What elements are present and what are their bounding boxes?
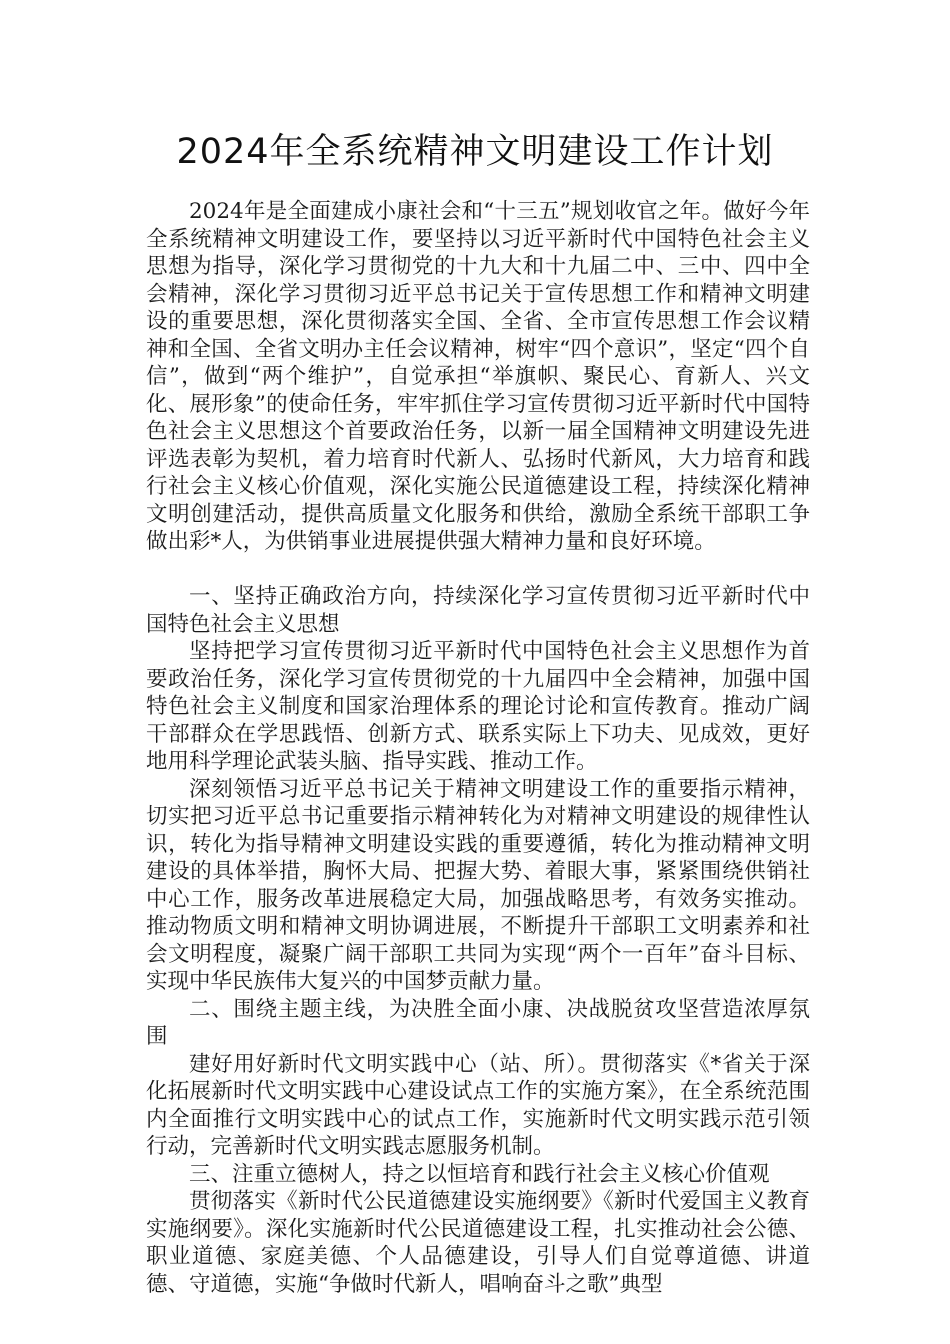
section-2-paragraph-1: 建好用好新时代文明实践中心（站、所）。贯彻落实《*省关于深化拓展新时代文明实践中心建设试点工作的实施方案》，在全系统范围内全面推行文明实践中心的试点工作，实施新时代文明实践示范引领行动，完善新时代文明实践志愿服务机制。	[146, 1051, 810, 1159]
section-heading-3: 三、注重立德树人，持之以恒培育和践行社会主义核心价值观	[189, 1161, 770, 1187]
document-body	[146, 198, 810, 1298]
paragraph-gap	[146, 556, 810, 584]
section-heading-1: 一、坚持正确政治方向，持续深化学习宣传贯彻习近平新时代中国特色社会主义思想	[146, 584, 810, 637]
section-1-paragraph-1: 坚持把学习宣传贯彻习近平新时代中国特色社会主义思想作为首要政治任务，深化学习宣传贯彻党的十九届四中全会精神，加强中国特色社会主义制度和国家治理体系的理论讨论和宣传教育。推动广阔干部群众在学思践悟、创新方式、联系实际上下功夫、见成效，更好地用科学理论武装头脑、指导实践、推动工作。	[146, 639, 810, 774]
section-3-paragraph-1: 贯彻落实《新时代公民道德建设实施纲要》《新时代爱国主义教育实施纲要》。深化实施新时代公民道德建设工程，扎实推动社会公德、职业道德、家庭美德、个人品德建设，引导人们自觉尊道德、讲道德、守道德，实施“争做时代新人，唱响奋斗之歌”典型	[146, 1189, 810, 1297]
intro-paragraph: 2024年是全面建成小康社会和“十三五”规划收官之年。做好今年全系统精神文明建设工作，要坚持以习近平新时代中国特色社会主义思想为指导，深化学习贯彻党的十九大和十九届二中、三中、四中全会精神，深化学习贯彻习近平总书记关于宣传思想工作和精神文明建设的重要思想，深化贯彻落实全国、全省、全市宣传思想工作会议精神和全国、全省文明办主任会议精神，树牢“四个意识”，坚定“四个自信”，做到“两个维护”，自觉承担“举旗帜、聚民心、育新人、兴文化、展形象”的使命任务，牢牢抓住学习宣传贯彻习近平新时代中国特色社会主义思想这个首要政治任务，以新一届全国精神文明建设先进评选表彰为契机，着力培育时代新人、弘扬时代新风，大力培育和践行社会主义核心价值观，深化实施公民道德建设工程，持续深化精神文明创建活动，提供高质量文化服务和供给，激励全系统干部职工争做出彩*人，为供销事业进展提供强大精神力量和良好环境。	[146, 199, 810, 554]
section-1-paragraph-2: 深刻领悟习近平总书记关于精神文明建设工作的重要指示精神，切实把习近平总书记重要指示精神转化为对精神文明建设的规律性认识，转化为指导精神文明建设实践的重要遵循，转化为推动精神文明建设的具体举措，胸怀大局、把握大势、着眼大事，紧紧围绕供销社中心工作，服务改革进展稳定大局，加强战略思考，有效务实推动。推动物质文明和精神文明协调进展，不断提升干部职工文明素养和社会文明程度，凝聚广阔干部职工共同为实现“两个一百年”奋斗目标、实现中华民族伟大复兴的中国梦贡献力量。	[146, 776, 810, 994]
section-heading-2: 二、围绕主题主线，为决胜全面小康、决战脱贫攻坚营造浓厚氛围	[146, 996, 810, 1049]
document-title: 2024年全系统精神文明建设工作计划	[176, 132, 774, 172]
